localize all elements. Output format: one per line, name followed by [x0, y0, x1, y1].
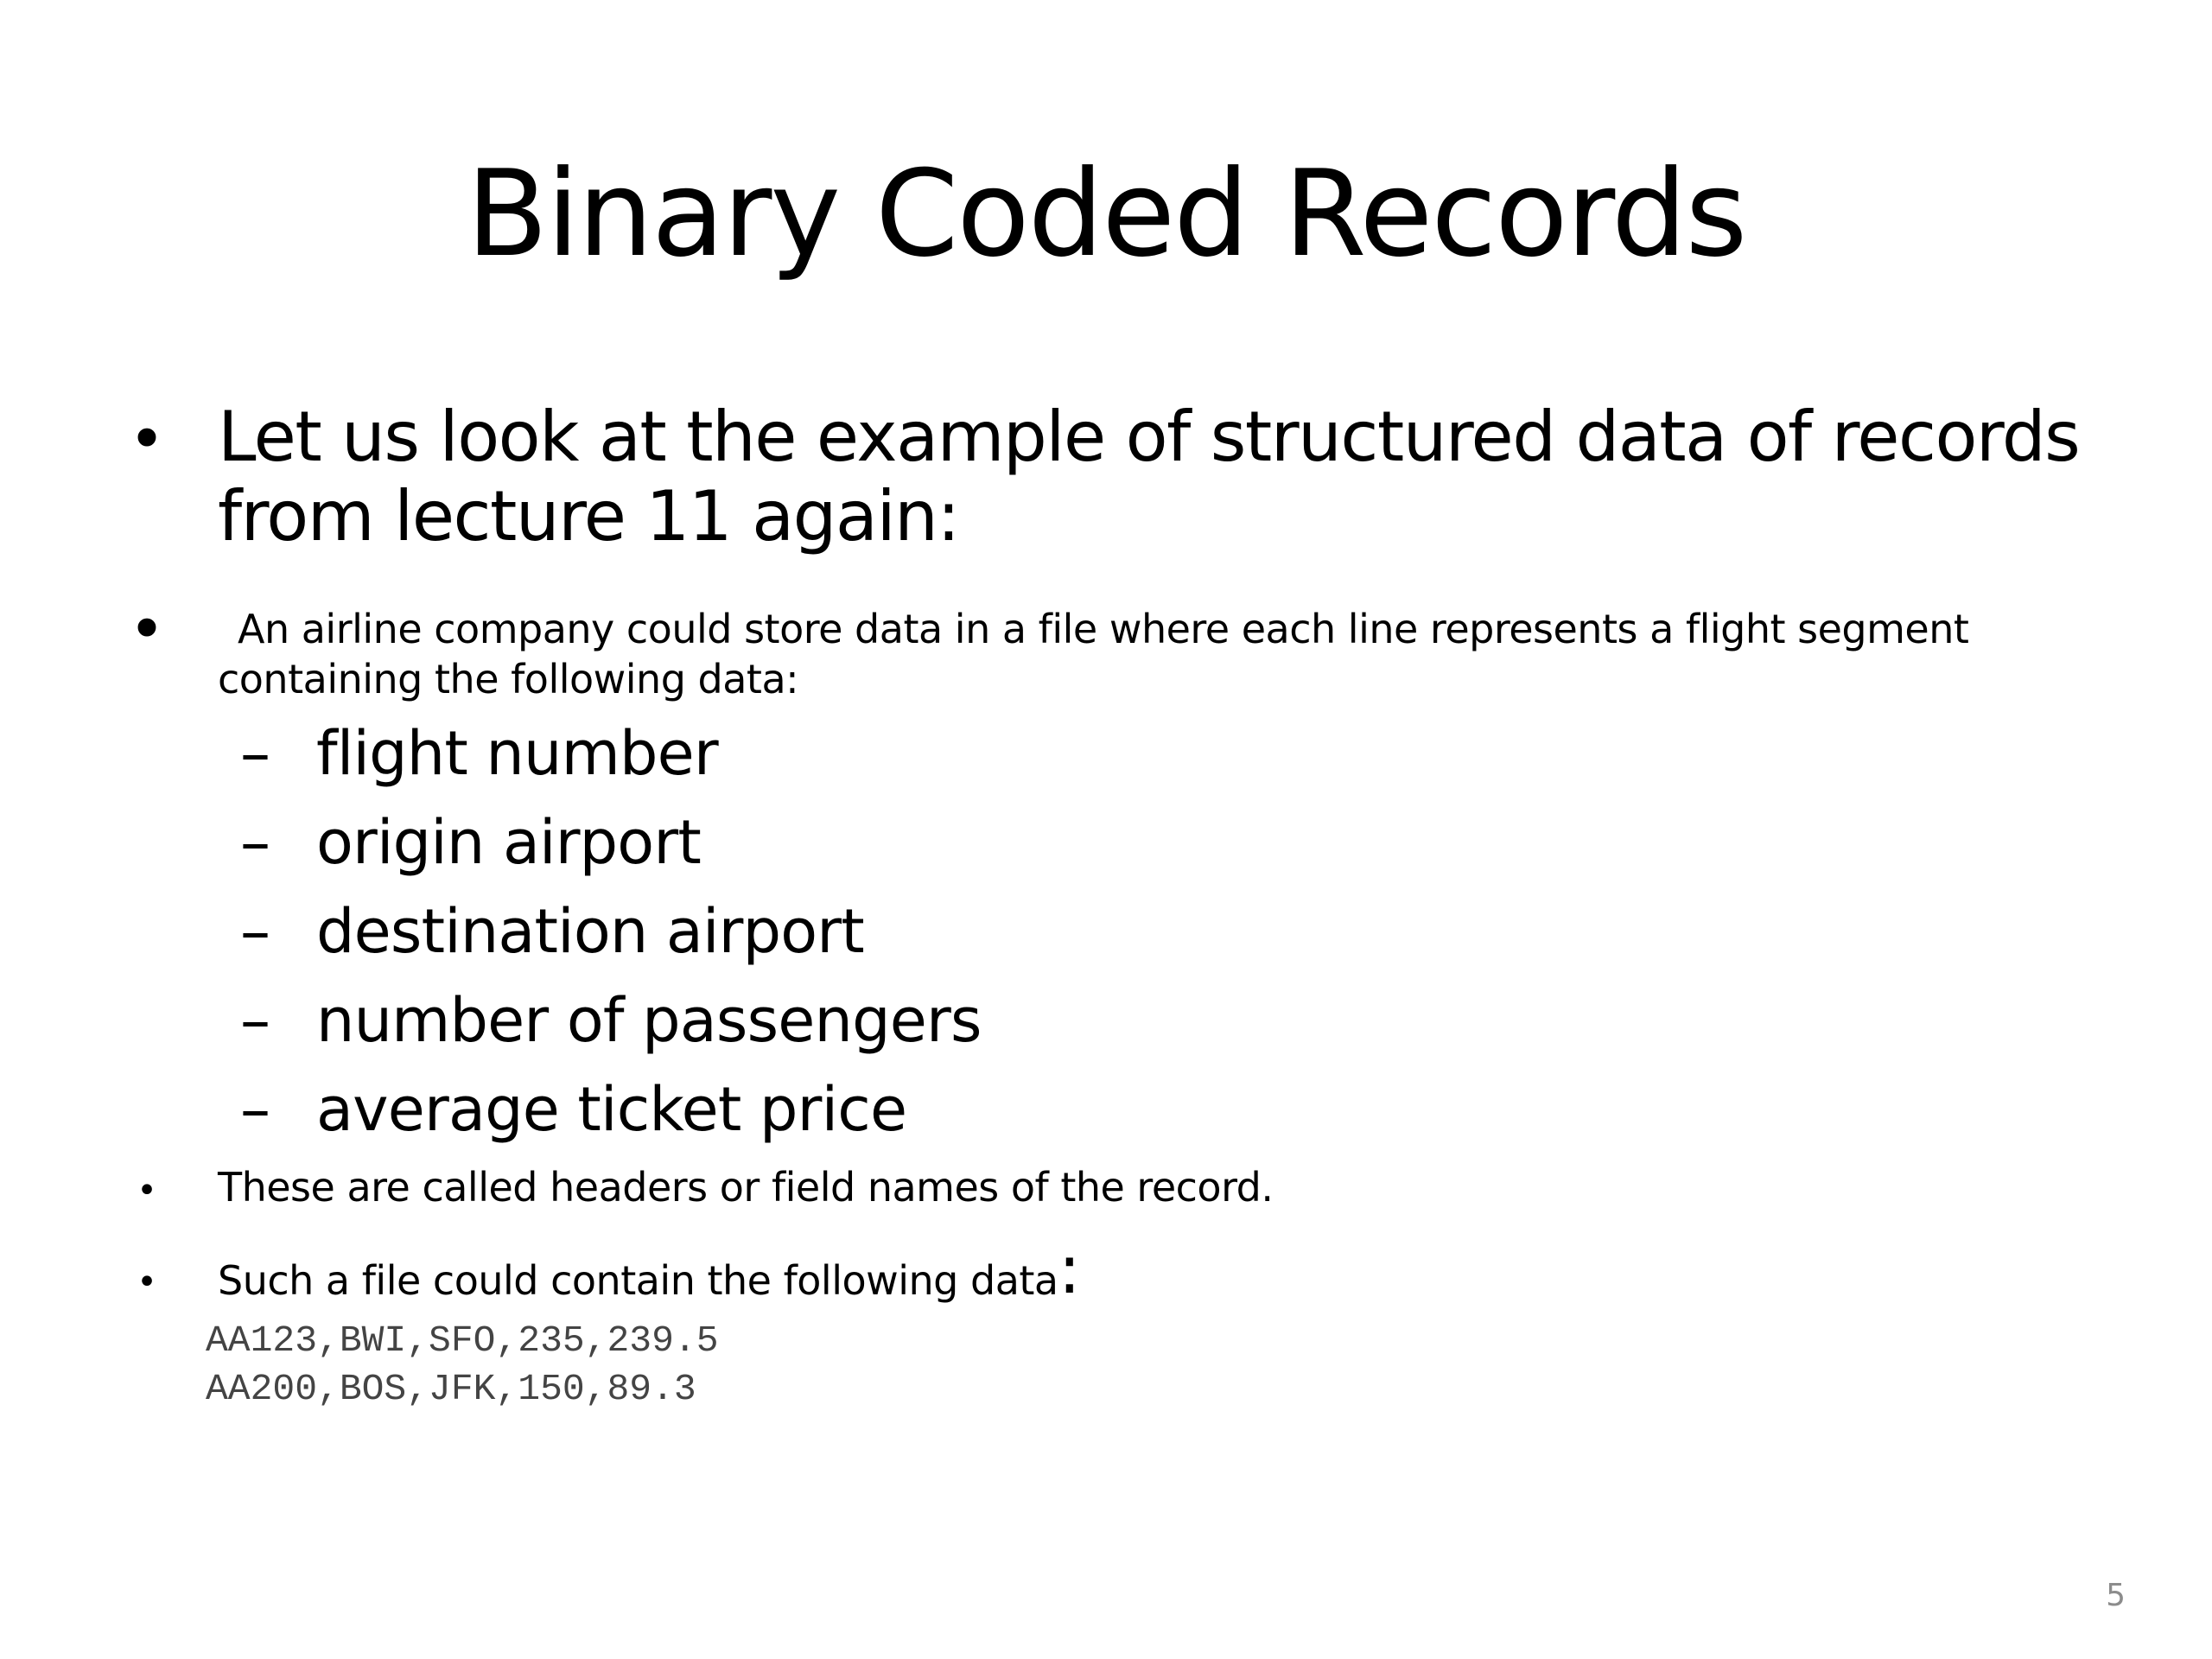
field-item-flight-number: flight number: [316, 718, 718, 789]
bullet-marker: •: [128, 403, 166, 475]
bullet-4: [218, 1231, 1081, 1309]
slide-title: Binary Coded Records: [466, 144, 1746, 283]
code-line-1: AA123,BWI,SFO,235,239.5: [206, 1319, 719, 1362]
field-item-average-ticket-price: average ticket price: [316, 1074, 907, 1145]
bullet-2-line-2: containing the following data:: [218, 656, 799, 702]
code-line-2: AA200,BOS,JFK,150,89.3: [206, 1368, 696, 1410]
dash-marker: –: [240, 718, 270, 789]
bullet-marker: •: [137, 1171, 157, 1211]
bullet-marker: •: [137, 1262, 157, 1302]
dash-marker: –: [240, 985, 270, 1056]
bullet-marker: •: [128, 593, 166, 665]
field-item-destination-airport: destination airport: [316, 896, 864, 967]
field-item-number-of-passengers: number of passengers: [316, 985, 982, 1056]
dash-marker: –: [240, 896, 270, 967]
bullet-2-line-1: An airline company could store data in a file where each line represents a flight segment: [238, 606, 1969, 652]
bullet-1-line-2: from lecture 11 again:: [218, 476, 959, 556]
page-number: 5: [2106, 1578, 2126, 1613]
bullet-4-colon: :: [1058, 1231, 1081, 1309]
bullet-4-text: Such a file could contain the following data: [218, 1257, 1058, 1304]
bullet-1-line-1: Let us look at the example of structured data of records: [218, 397, 2080, 477]
field-item-origin-airport: origin airport: [316, 807, 701, 878]
dash-marker: –: [240, 807, 270, 878]
bullet-3-text: These are called headers or field names of the record.: [218, 1164, 1274, 1211]
dash-marker: –: [240, 1074, 270, 1145]
